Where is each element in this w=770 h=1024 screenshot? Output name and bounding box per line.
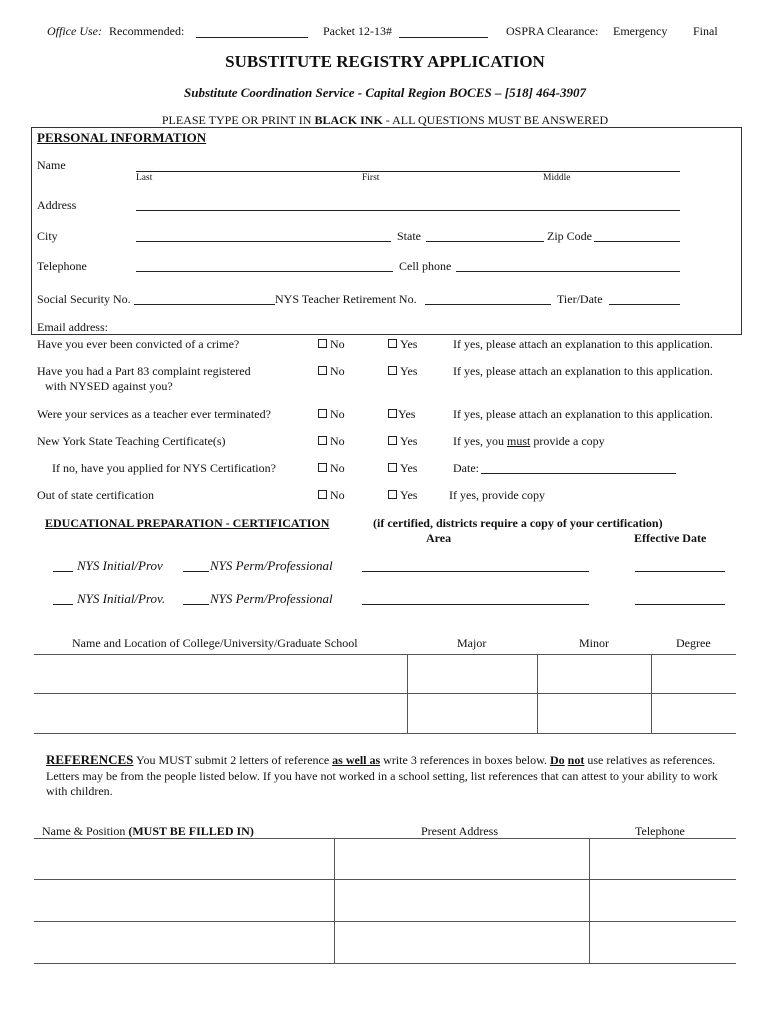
education-note: (if certified, districts require a copy of your certification): [373, 516, 663, 530]
cert2-area-field[interactable]: [362, 604, 589, 605]
nys-cert-yes-checkbox[interactable]: Yes: [388, 434, 417, 449]
page-subtitle: Substitute Coordination Service - Capital Region BOCES – [518] 464-3907: [184, 85, 586, 100]
terminated-no-checkbox[interactable]: No: [318, 407, 345, 422]
minor-header: Minor: [579, 636, 609, 650]
part83-no-checkbox[interactable]: No: [318, 364, 345, 379]
terminated-note: If yes, please attach an explanation to this application.: [453, 407, 713, 421]
area-label: Area: [426, 531, 452, 545]
cert2-perm-label: NYS Perm/Professional: [210, 591, 333, 606]
name-label: Name: [37, 158, 66, 172]
cert2-initial-field[interactable]: [53, 604, 73, 605]
zip-label: Zip Code: [547, 229, 592, 243]
telephone-label: Telephone: [37, 259, 87, 273]
address-label: Address: [37, 198, 77, 212]
cert2-perm-field[interactable]: [183, 604, 209, 605]
applied-cert-no-checkbox[interactable]: No: [318, 461, 345, 476]
cert1-initial-label: NYS Initial/Prov: [77, 558, 163, 573]
reference-row-3[interactable]: [34, 922, 736, 963]
middle-label: Middle: [543, 173, 571, 183]
college-table-bottom: [34, 733, 736, 734]
page-title: SUBSTITUTE REGISTRY APPLICATION: [225, 52, 545, 71]
ospra-label: OSPRA Clearance:: [506, 24, 599, 38]
cert1-date-field[interactable]: [635, 571, 725, 572]
packet-line[interactable]: [399, 37, 488, 38]
last-label: Last: [136, 173, 153, 183]
personal-info-heading: PERSONAL INFORMATION: [37, 130, 207, 145]
terminated-yes-checkbox[interactable]: Yes: [388, 407, 415, 422]
ssn-field[interactable]: [134, 304, 275, 305]
crime-note: If yes, please attach an explanation to this application.: [453, 337, 713, 351]
zip-field[interactable]: [594, 241, 680, 242]
question-terminated: Were your services as a teacher ever terminated?: [37, 407, 271, 421]
tier-label: Tier/Date: [557, 292, 603, 306]
city-field[interactable]: [136, 241, 391, 242]
effective-date-label: Effective Date: [634, 531, 707, 545]
out-of-state-note: If yes, provide copy: [449, 488, 545, 502]
degree-header: Degree: [676, 636, 711, 650]
question-applied-cert: If no, have you applied for NYS Certification?: [52, 461, 276, 475]
telephone-field[interactable]: [136, 271, 393, 272]
crime-no-checkbox[interactable]: No: [318, 337, 345, 352]
reference-row-1[interactable]: [34, 839, 736, 879]
question-part83-line2: with NYSED against you?: [45, 379, 173, 393]
instructions: PLEASE TYPE OR PRINT IN BLACK INK - ALL QUESTIONS MUST BE ANSWERED: [161, 113, 609, 127]
question-crime: Have you ever been convicted of a crime?: [37, 337, 240, 351]
part83-note: If yes, please attach an explanation to this application.: [453, 364, 713, 378]
question-part83: Have you had a Part 83 complaint registered: [37, 364, 251, 378]
city-label: City: [37, 229, 58, 243]
cert2-date-field[interactable]: [635, 604, 725, 605]
nys-retirement-label: NYS Teacher Retirement No.: [275, 292, 417, 306]
emergency-label: Emergency: [613, 24, 668, 38]
ref-address-header: Present Address: [421, 824, 498, 838]
cert2-initial-label: NYS Initial/Prov.: [77, 591, 166, 606]
first-label: First: [362, 173, 380, 183]
ref-name-header: Name & Position (MUST BE FILLED IN): [42, 824, 254, 838]
question-nys-cert: New York State Teaching Certificate(s): [37, 434, 226, 448]
cell-field[interactable]: [456, 271, 680, 272]
out-of-state-no-checkbox[interactable]: No: [318, 488, 345, 503]
part83-yes-checkbox[interactable]: Yes: [388, 364, 417, 379]
reference-row-2[interactable]: [34, 880, 736, 921]
education-heading: EDUCATIONAL PREPARATION - CERTIFICATION: [45, 516, 330, 530]
cert1-initial-field[interactable]: [53, 571, 73, 572]
office-use-label: Office Use:: [47, 24, 102, 38]
college-row-1[interactable]: [34, 655, 736, 693]
ref-phone-header: Telephone: [635, 824, 685, 838]
state-label: State: [397, 229, 421, 243]
email-label: Email address:: [37, 320, 108, 334]
applied-cert-yes-checkbox[interactable]: Yes: [388, 461, 417, 476]
recommended-label: Recommended:: [108, 24, 185, 38]
nys-retirement-field[interactable]: [425, 304, 551, 305]
college-row-2[interactable]: [34, 694, 736, 732]
major-header: Major: [457, 636, 487, 650]
recommended-line[interactable]: [196, 37, 308, 38]
applied-cert-date-field[interactable]: [481, 473, 676, 474]
cert1-area-field[interactable]: [362, 571, 589, 572]
cell-label: Cell phone: [399, 259, 452, 273]
name-field[interactable]: [136, 171, 680, 172]
ref-table-bottom: [34, 963, 736, 964]
nys-cert-note: If yes, you must provide a copy: [453, 434, 605, 448]
ssn-label: Social Security No.: [37, 292, 131, 306]
tier-field[interactable]: [609, 304, 680, 305]
state-field[interactable]: [426, 241, 544, 242]
cert1-perm-label: NYS Perm/Professional: [210, 558, 333, 573]
out-of-state-yes-checkbox[interactable]: Yes: [388, 488, 417, 503]
cert1-perm-field[interactable]: [183, 571, 209, 572]
final-label: Final: [693, 24, 718, 38]
college-header: Name and Location of College/University/Graduate School: [72, 636, 358, 650]
question-out-of-state: Out of state certification: [37, 488, 154, 502]
packet-label: Packet 12-13#: [323, 24, 392, 38]
references-paragraph: REFERENCES You MUST submit 2 letters of reference as well as write 3 references in boxes below. Do not use relatives as references. Letters may be from the people listed below. If you have not worked in a school setting, list references that can attest to your ability to work with children.: [46, 752, 718, 798]
nys-cert-no-checkbox[interactable]: No: [318, 434, 345, 449]
crime-yes-checkbox[interactable]: Yes: [388, 337, 417, 352]
address-field[interactable]: [136, 210, 680, 211]
applied-cert-date-label: Date:: [453, 461, 479, 475]
